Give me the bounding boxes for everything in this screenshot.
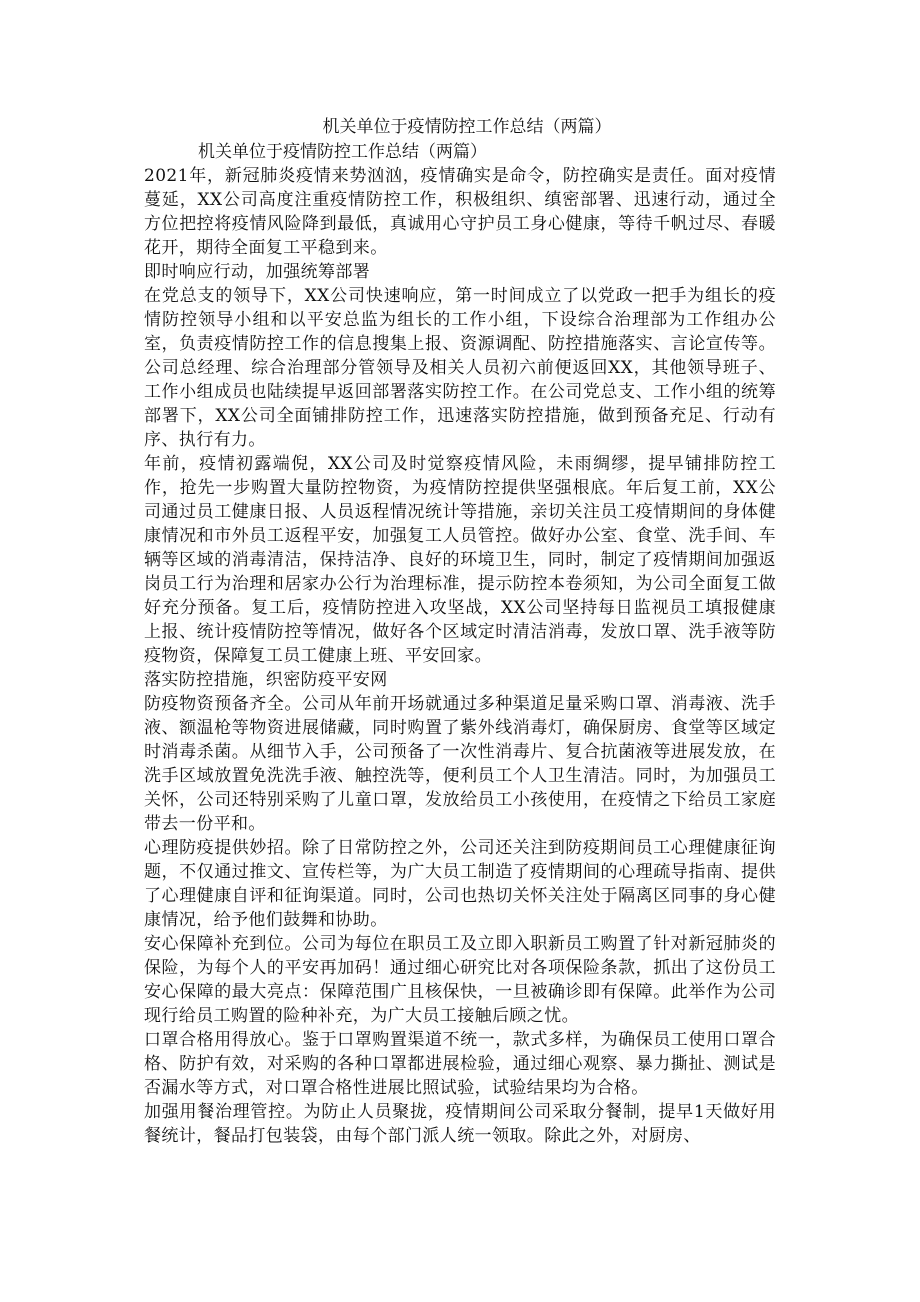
document-page <box>144 114 776 1148</box>
paragraph-supplies: 防疫物资预备齐全。公司从年前开场就通过多种渠道足量采购口罩、消毒液、洗手液、额温枪等物资进展储藏，同时购置了紫外线消毒灯，确保厨房、食堂等区域定时消毒杀菌。从细节入手，公司预备了一次性消毒片、复合抗菌液等进展发放，在洗手区域放置免洗洗手液、触控洗等，便利员工个人卫生清洁。同时，为加强员工关怀，公司还特别采购了儿童口罩，发放给员工小孩使用，在疫情之下给员工家庭带去一份平和。 <box>144 694 776 834</box>
paragraph-dining: 加强用餐治理管控。为防止人员聚拢，疫情期间公司采取分餐制，提早1天做好用餐统计，餐品打包装袋，由每个部门派人统一领取。除此之外，对厨房、 <box>144 1102 776 1146</box>
paragraph-insurance: 安心保障补充到位。公司为每位在职员工及立即入职新员工购置了针对新冠肺炎的保险，为每个人的平安再加码！通过细心研究比对各项保险条款，抓出了这份员工安心保障的最大亮点：保障范围广且核保快，一旦被确诊即有保障。此举作为公司现行给员工购置的险种补充，为广大员工接触后顾之忧。 <box>144 934 776 1026</box>
paragraph-masks: 口罩合格用得放心。鉴于口罩购置渠道不统一，款式多样，为确保员工使用口罩合格、防护有效，对采购的各种口罩都进展检验，通过细心观察、暴力撕扯、测试是否漏水等方式，对口罩合格性进展比照试验，试验结果均为合格。 <box>144 1030 776 1098</box>
paragraph-preparation: 年前，疫情初露端倪，XX公司及时觉察疫情风险，未雨绸缪，提早铺排防控工作，抢先一步购置大量防控物资，为疫情防控提供坚强根底。年后复工前，XX公司通过员工健康日报、人员返程情况统计等措施，亲切关注员工疫情期间的身体健康情况和市外员工返程平安，加强复工人员管控。做好办公室、食堂、洗手间、车辆等区域的消毒清洁，保持洁净、良好的环境卫生，同时，制定了疫情期间加强返岗员工行为治理和居家办公行为治理标准，提示防控本卷须知，为公司全面复工做好充分预备。复工后，疫情防控进入攻坚战，XX公司坚持每日监视员工填报健康上报、统计疫情防控等情况，做好各个区域定时清洁消毒，发放口罩、洗手液等防疫物资，保障复工员工健康上班、平安回家。 <box>144 454 776 666</box>
document-subtitle: 机关单位于疫情防控工作总结（两篇） <box>198 142 487 162</box>
paragraph-psychology: 心理防疫提供妙招。除了日常防控之外，公司还关注到防疫期间员工心理健康征询题，不仅通过推文、宣传栏等，为广大员工制造了疫情期间的心理疏导指南、提供了心理健康自评和征询渠道。同时，公司也热切关怀关注处于隔离区同事的身心健康情况，给予他们鼓舞和协助。 <box>144 838 776 930</box>
section-heading-response: 即时响应行动，加强统筹部署 <box>144 262 371 282</box>
paragraph-intro: 2021年，新冠肺炎疫情来势汹汹，疫情确实是命令，防控确实是责任。面对疫情蔓延，XX公司高度注重疫情防控工作，积极组织、缜密部署、迅速行动，通过全方位把控将疫情风险降到最低，真诚用心守护员工身心健康，等待千帆过尽、春暖花开，期待全面复工平稳到来。 <box>144 166 776 258</box>
section-heading-measures: 落实防控措施，织密防疫平安网 <box>144 670 388 690</box>
paragraph-leadership: 在党总支的领导下，XX公司快速响应，第一时间成立了以党政一把手为组长的疫情防控领导小组和以平安总监为组长的工作小组，下设综合治理部为工作组办公室，负责疫情防控工作的信息搜集上报、资源调配、防控措施落实、言论宣传等。公司总经理、综合治理部分管领导及相关人员初六前便返回XX，其他领导班子、工作小组成员也陆续提早返回部署落实防控工作。在公司党总支、工作小组的统筹部署下，XX公司全面铺排防控工作，迅速落实防控措施，做到预备充足、行动有序、执行有力。 <box>144 286 776 450</box>
document-title: 机关单位于疫情防控工作总结（两篇） <box>322 117 612 137</box>
